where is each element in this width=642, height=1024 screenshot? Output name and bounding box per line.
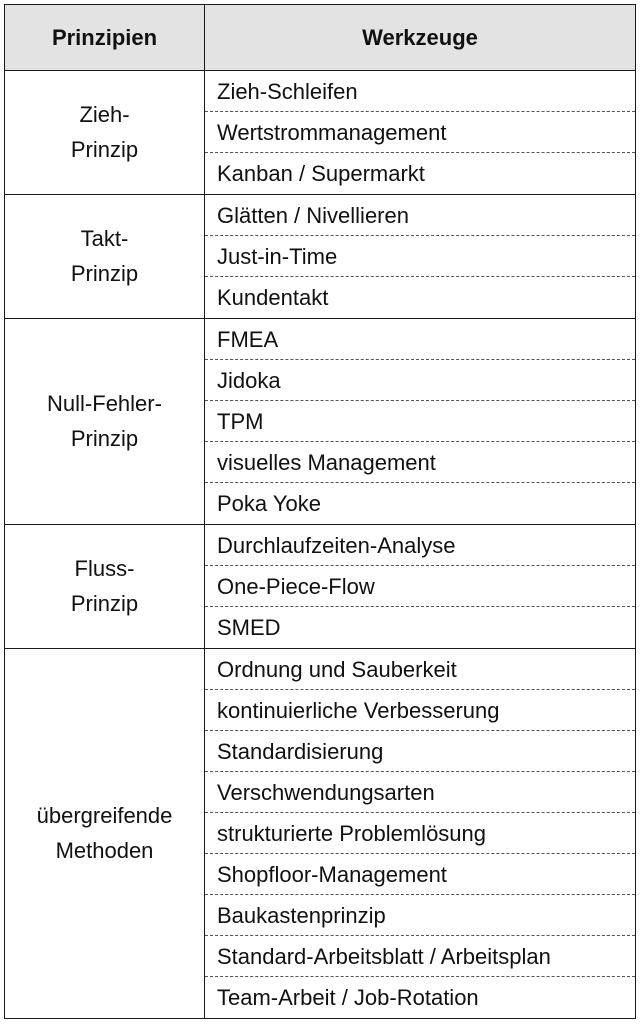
group-zieh-prinzip: [5, 71, 635, 195]
tool-item: Kanban / Supermarkt: [217, 161, 425, 186]
tool-item: kontinuierliche Verbesserung: [205, 690, 635, 731]
tool-item: Glätten / Nivellieren: [205, 195, 635, 236]
principles-tools-table: [4, 4, 636, 1019]
principle-name: Fluss- Prinzip: [5, 525, 205, 648]
tool-item: Durchlaufzeiten-Analyse: [205, 525, 635, 566]
tool-item: Verschwendungsarten: [205, 772, 635, 813]
principle-name: Zieh- Prinzip: [5, 71, 205, 194]
table-header: [5, 5, 635, 71]
principle-name: übergreifende Methoden: [5, 649, 205, 1018]
tool-item: Wertstrommanagement: [205, 112, 635, 153]
group-null-fehler-prinzip: [5, 319, 635, 525]
tool-list: [205, 649, 635, 1018]
tool-item: Just-in-Time: [205, 236, 635, 277]
tool-list: [205, 525, 635, 648]
principle-name: Takt- Prinzip: [5, 195, 205, 318]
tool-item: Standardisierung: [205, 731, 635, 772]
tool-item: Baukastenprinzip: [205, 895, 635, 936]
tool-item: Standard-Arbeitsblatt / Arbeitsplan: [205, 936, 635, 977]
tool-item: Kundentakt: [217, 285, 329, 310]
group-takt-prinzip: [5, 195, 635, 319]
tool-item: Team-Arbeit / Job-Rotation: [217, 985, 479, 1010]
tool-item: Zieh-Schleifen: [205, 71, 635, 112]
tool-item: strukturierte Problemlösung: [205, 813, 635, 854]
tool-list: [205, 319, 635, 524]
tool-item: Poka Yoke: [217, 491, 321, 516]
tool-item: Shopfloor-Management: [205, 854, 635, 895]
header-tools: Werkzeuge: [362, 24, 478, 50]
tool-item: One-Piece-Flow: [205, 566, 635, 607]
tool-item: visuelles Management: [205, 442, 635, 483]
tool-list: [205, 71, 635, 194]
tool-item: SMED: [217, 615, 281, 640]
tool-item: FMEA: [205, 319, 635, 360]
tool-item: Ordnung und Sauberkeit: [205, 649, 635, 690]
tool-item: Jidoka: [205, 360, 635, 401]
principle-name: Null-Fehler- Prinzip: [5, 319, 205, 524]
tool-item: TPM: [205, 401, 635, 442]
header-principles: Prinzipien: [5, 5, 205, 70]
group-uebergreifende-methoden: [5, 649, 635, 1018]
tool-list: [205, 195, 635, 318]
group-fluss-prinzip: [5, 525, 635, 649]
